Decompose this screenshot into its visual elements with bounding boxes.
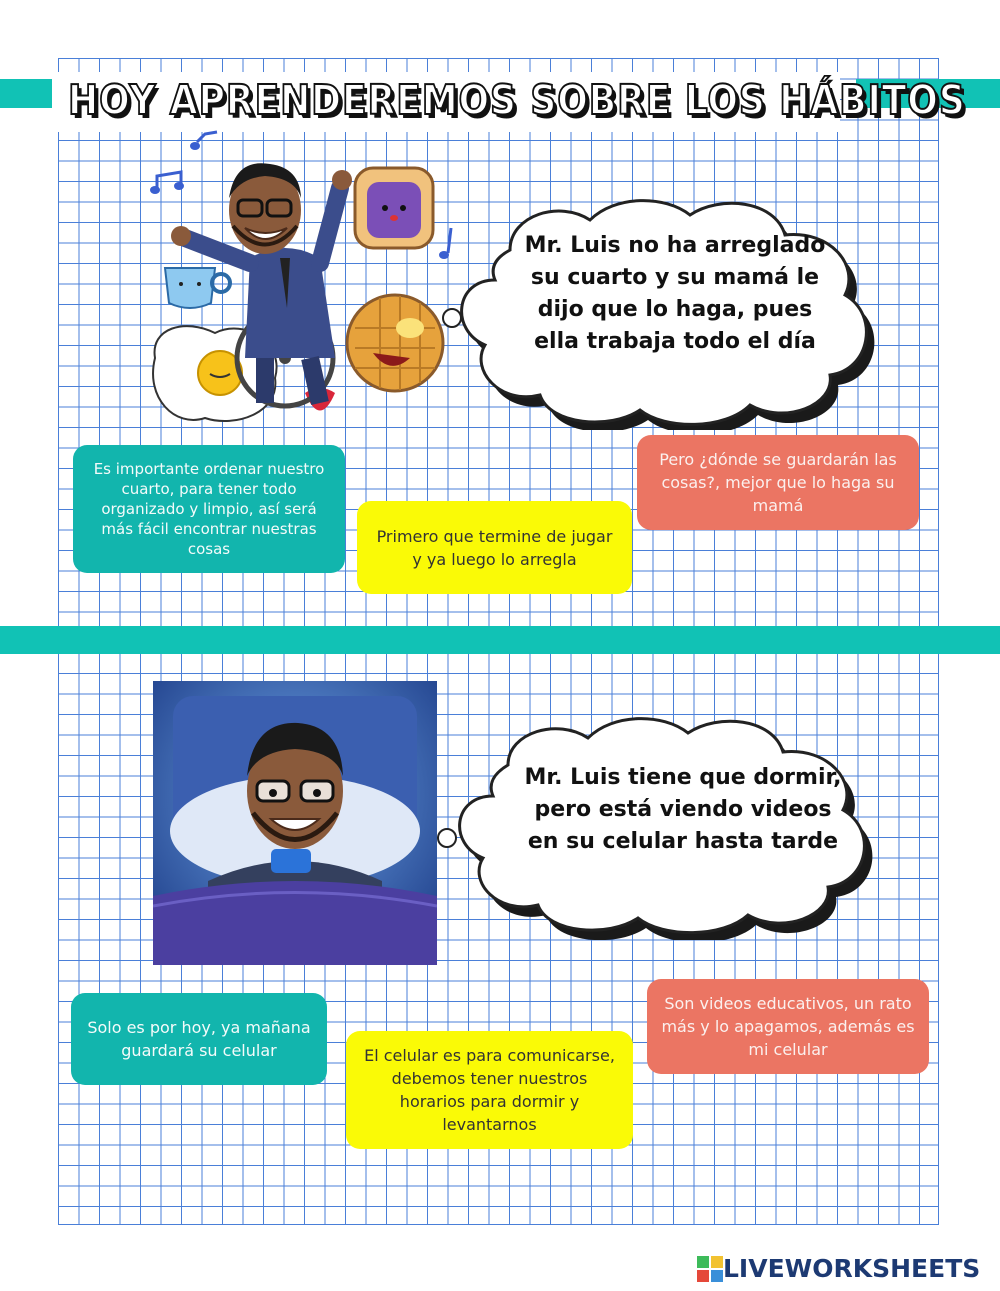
cloud-line: pero está viendo videos xyxy=(534,797,832,822)
liveworksheets-brand[interactable] xyxy=(697,1254,980,1283)
answer-option-label: Son videos educativos, un rato más y lo apagamos, además es mi celular xyxy=(661,994,915,1059)
answer-option-yellow-2[interactable] xyxy=(346,1031,633,1149)
title-band-left xyxy=(0,79,52,108)
answer-option-label: Pero ¿dónde se guardarán las cosas?, mejor que lo haga su mamá xyxy=(659,450,897,515)
cloud-line: Mr. Luis tiene que dormir, xyxy=(524,765,842,790)
cloud-line: dijo que lo haga, pues xyxy=(537,297,813,322)
answer-option-teal-2[interactable] xyxy=(71,993,327,1085)
liveworksheets-wordmark: LIVEWORKSHEETS xyxy=(723,1254,981,1283)
bitmoji-in-bed-image xyxy=(153,681,437,965)
answer-option-yellow-1[interactable] xyxy=(357,501,632,594)
bitmoji-breakfast-illustration xyxy=(145,128,475,438)
cloud-line: Mr. Luis no ha arreglado xyxy=(524,233,826,258)
answer-option-label: Es importante ordenar nuestro cuarto, para tener todo organizado y limpio, así será más fácil encontrar nuestras cosas xyxy=(93,460,325,558)
answer-option-label: Primero que termine de jugar y ya luego lo arregla xyxy=(376,526,613,569)
answer-option-salmon-2[interactable] xyxy=(647,979,929,1074)
answer-option-label: El celular es para comunicarse, debemos tener nuestros horarios para dormir y levantarnos xyxy=(364,1046,615,1134)
cloud-text-2 xyxy=(498,762,868,858)
liveworksheets-logo-icon xyxy=(697,1256,723,1282)
answer-option-salmon-1[interactable] xyxy=(637,435,919,530)
cloud-line: ella trabaja todo el día xyxy=(534,329,816,354)
music-note-icon xyxy=(150,172,184,194)
page-title: HOY APRENDEREMOS SOBRE LOS HÁBITOS xyxy=(68,76,966,124)
answer-option-label: Solo es por hoy, ya mañana guardará su celular xyxy=(87,1018,311,1060)
cloud-line: en su celular hasta tarde xyxy=(527,829,839,854)
section-divider xyxy=(0,626,1000,654)
cloud-text-1 xyxy=(490,230,860,358)
answer-option-teal-1[interactable] xyxy=(73,445,345,573)
cloud-line: su cuarto y su mamá le xyxy=(530,265,820,290)
